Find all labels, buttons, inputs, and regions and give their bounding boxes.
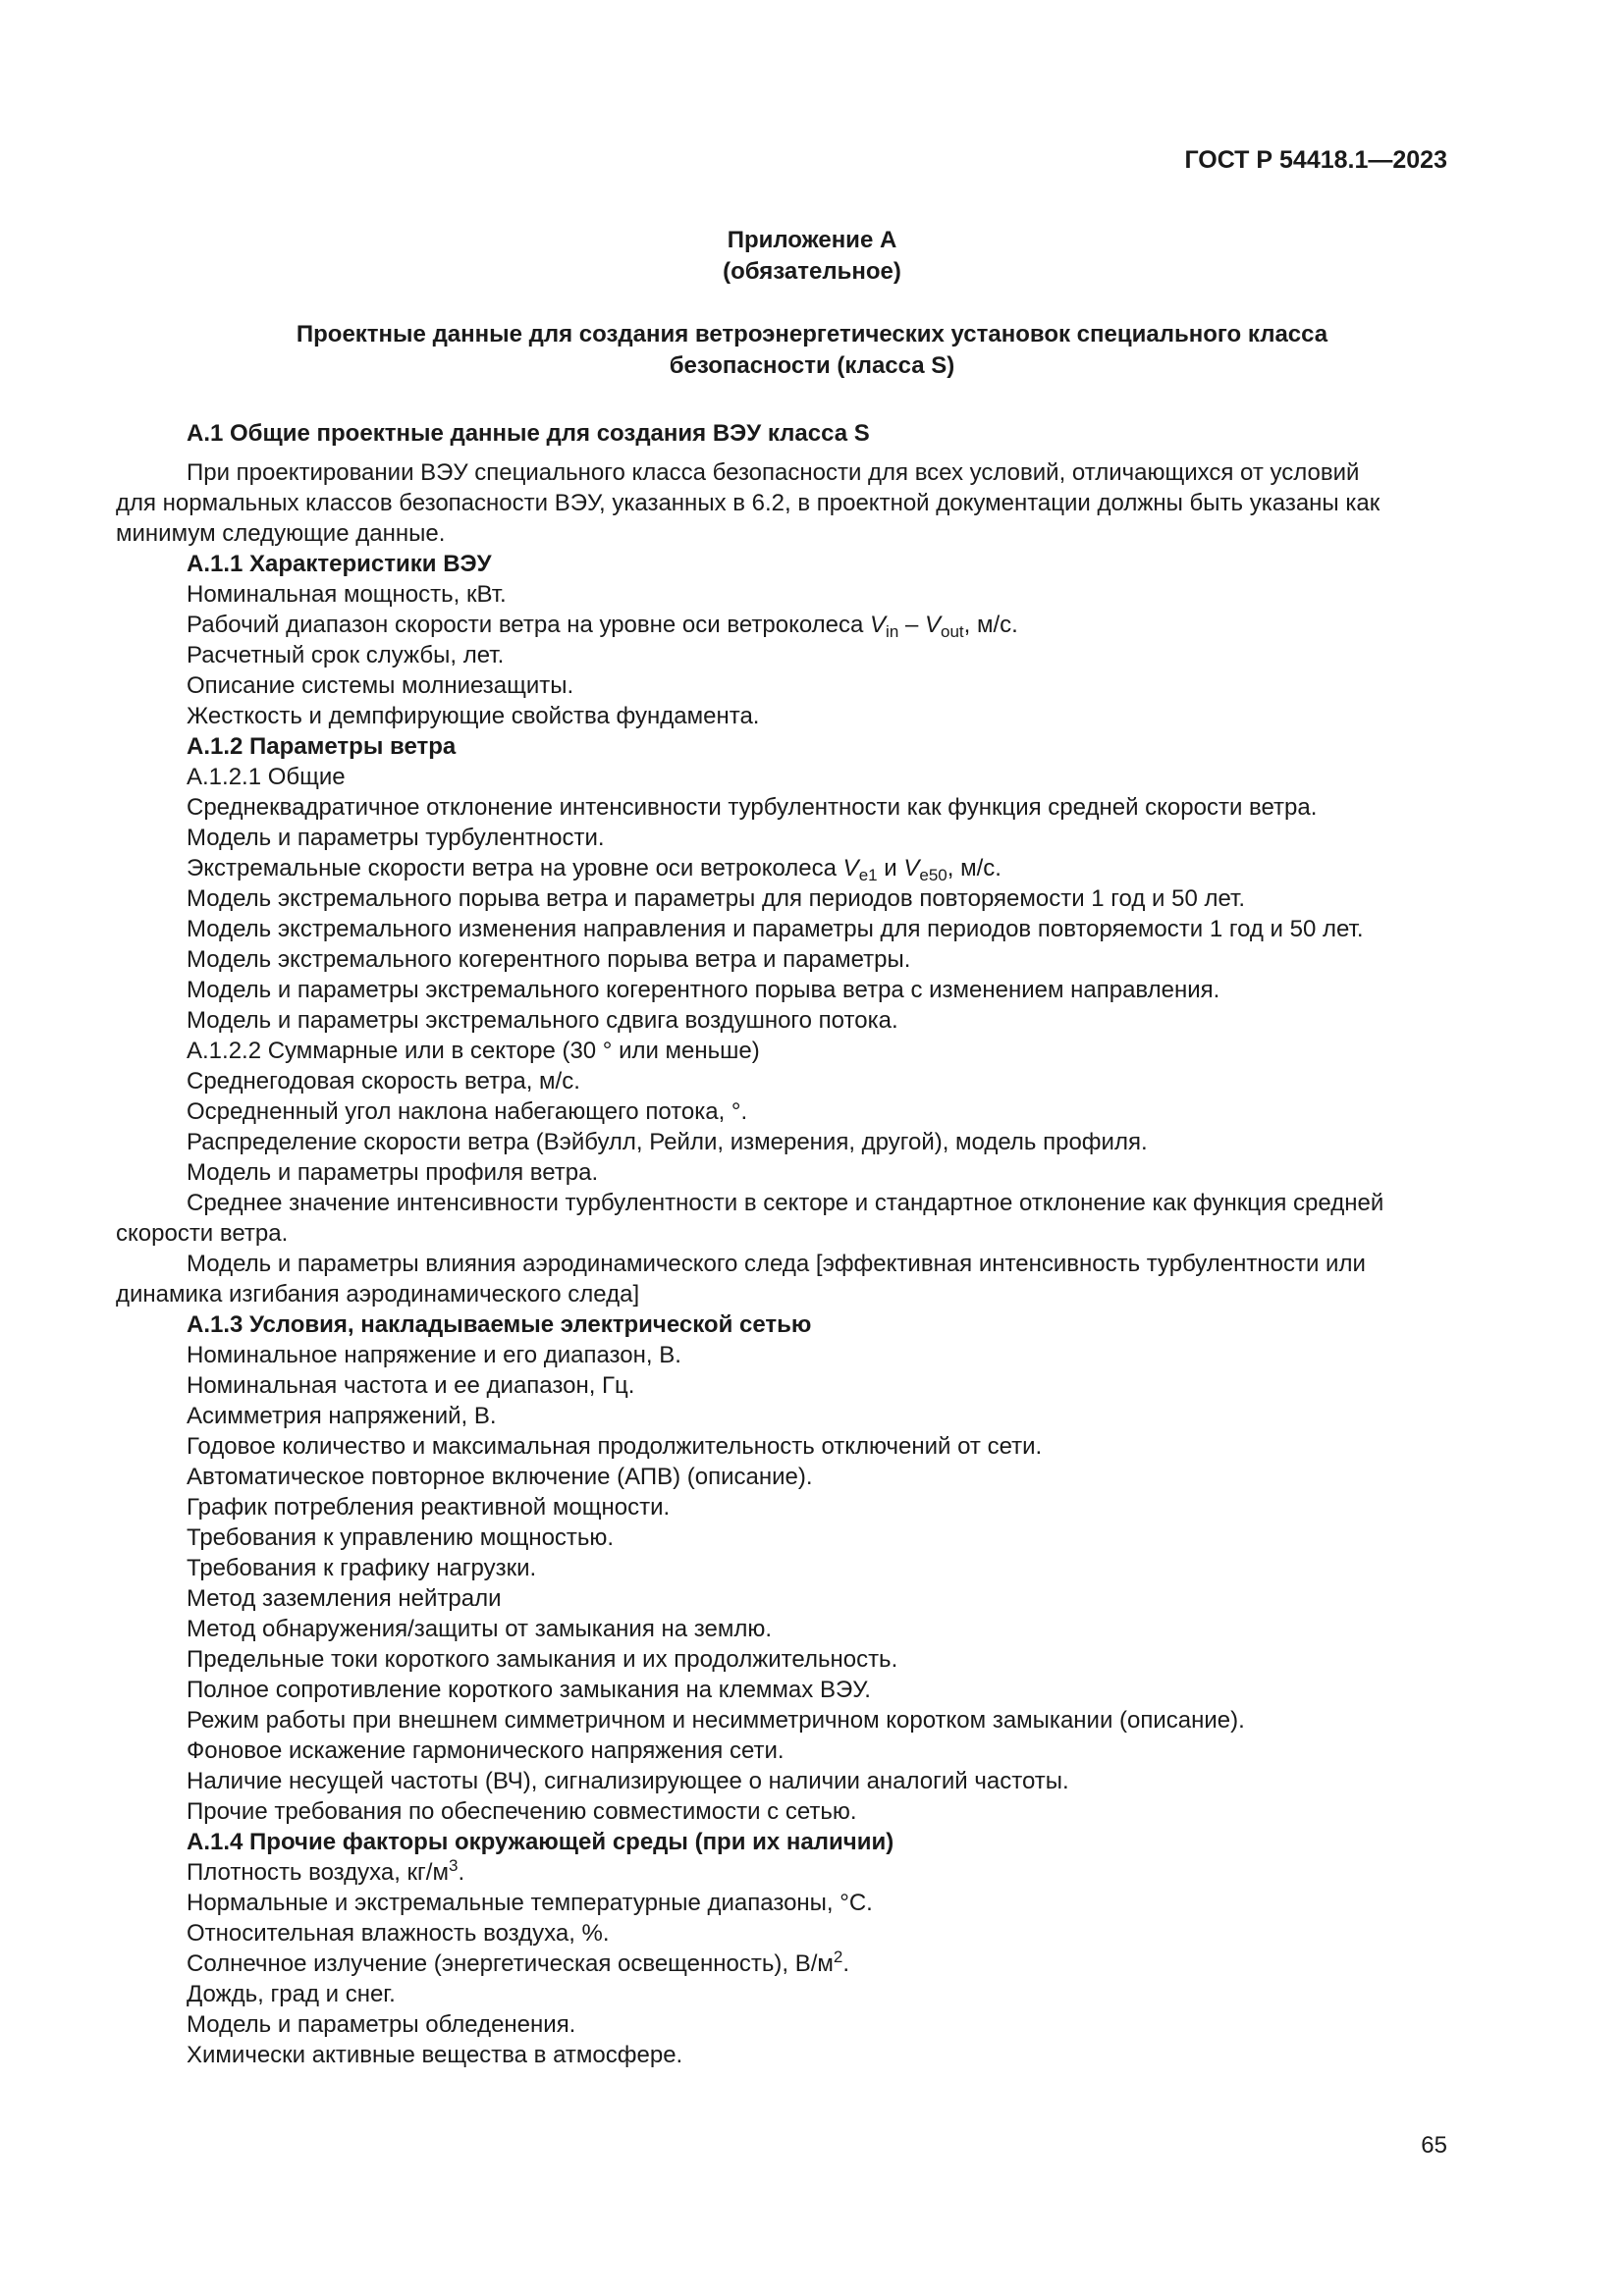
doc-title-line2: безопасности (класса S) — [669, 352, 955, 379]
paragraph-line: для нормальных классов безопасности ВЭУ, указанных в 6.2, в проектной документации должны быть указаны как — [116, 490, 1380, 516]
subsection-heading: А.1.2.1 Общие — [187, 764, 346, 790]
list-item: Модель экстремального когерентного порыва ветра и параметры. — [187, 946, 911, 973]
list-item: Асимметрия напряжений, В. — [187, 1403, 497, 1429]
list-item: Метод заземления нейтрали — [187, 1585, 502, 1612]
list-item: Экстремальные скорости ветра на уровне оси ветроколеса $V_{e1}$ и $V_{e50}$, м/с. — [187, 855, 1001, 884]
list-item: Нормальные и экстремальные температурные диапазоны, °С. — [187, 1890, 873, 1916]
paragraph-line: минимум следующие данные. — [116, 520, 446, 547]
list-item: Модель и параметры экстремального когерентного порыва ветра с изменением направления. — [187, 977, 1220, 1003]
list-item: динамика изгибания аэродинамического следа] — [116, 1281, 640, 1308]
section-a14-heading: А.1.4 Прочие факторы окружающей среды (при их наличии) — [187, 1829, 894, 1855]
list-item: Жесткость и демпфирующие свойства фундамента. — [187, 703, 760, 729]
list-item: Модель и параметры турбулентности. — [187, 825, 605, 851]
appendix-title: Приложение А — [727, 227, 897, 253]
list-item: Распределение скорости ветра (Вэйбулл, Рейли, измерения, другой), модель профиля. — [187, 1129, 1148, 1155]
list-item: Номинальное напряжение и его диапазон, В. — [187, 1342, 681, 1368]
list-item: Среднеквадратичное отклонение интенсивности турбулентности как функция средней скорости ветра. — [187, 794, 1318, 821]
list-item: скорости ветра. — [116, 1220, 289, 1247]
list-item: Полное сопротивление короткого замыкания на клеммах ВЭУ. — [187, 1677, 871, 1703]
list-item: Модель экстремального порыва ветра и параметры для периодов повторяемости 1 год и 50 лет. — [187, 885, 1246, 912]
list-item: Автоматическое повторное включение (АПВ) (описание). — [187, 1464, 813, 1490]
section-a11-heading: А.1.1 Характеристики ВЭУ — [187, 551, 492, 577]
appendix-status: (обязательное) — [723, 258, 901, 285]
list-item: Прочие требования по обеспечению совместимости с сетью. — [187, 1798, 857, 1825]
list-item: Модель экстремального изменения направления и параметры для периодов повторяемости 1 год и 50 лет. — [187, 916, 1364, 942]
list-item: Относительная влажность воздуха, %. — [187, 1920, 610, 1947]
section-a12-heading: А.1.2 Параметры ветра — [187, 733, 457, 760]
list-item: Солнечное излучение (энергетическая освещенность), $В/м^2$. — [187, 1948, 850, 1977]
paragraph-line: При проектировании ВЭУ специального класса безопасности для всех условий, отличающихся от условий — [187, 459, 1360, 486]
page-number: 65 — [1421, 2132, 1447, 2159]
list-item: Химически активные вещества в атмосфере. — [187, 2042, 683, 2068]
list-item: Модель и параметры обледенения. — [187, 2011, 576, 2038]
list-item: Фоновое искажение гармонического напряжения сети. — [187, 1737, 785, 1764]
section-a13-heading: А.1.3 Условия, накладываемые электрической сетью — [187, 1311, 812, 1338]
list-item: Среднее значение интенсивности турбулентности в секторе и стандартное отклонение как функция средней — [187, 1190, 1384, 1216]
subsection-heading: А.1.2.2 Суммарные или в секторе (30 ° или меньше) — [187, 1038, 760, 1064]
list-item: График потребления реактивной мощности. — [187, 1494, 671, 1521]
list-item: Предельные токи короткого замыкания и их продолжительность. — [187, 1646, 898, 1673]
list-item: Метод обнаружения/защиты от замыкания на землю. — [187, 1616, 773, 1642]
list-item: Описание системы молниезащиты. — [187, 672, 574, 699]
list-item: Среднегодовая скорость ветра, м/с. — [187, 1068, 580, 1095]
list-item: Модель и параметры профиля ветра. — [187, 1159, 599, 1186]
list-item: Осредненный угол наклона набегающего потока, °. — [187, 1098, 748, 1125]
list-item: Модель и параметры влияния аэродинамического следа [эффективная интенсивность турбулентности или — [187, 1251, 1366, 1277]
list-item: Плотность воздуха, $кг/м^3$. — [187, 1856, 465, 1886]
doc-title-line1: Проектные данные для создания ветроэнергетических установок специального класса — [296, 321, 1328, 347]
list-item: Номинальная частота и ее диапазон, Гц. — [187, 1372, 635, 1399]
standard-number: ГОСТ Р 54418.1—2023 — [1184, 146, 1447, 174]
list-item: Требования к управлению мощностью. — [187, 1524, 615, 1551]
list-item: Дождь, град и снег. — [187, 1981, 396, 2007]
list-item: Наличие несущей частоты (ВЧ), сигнализирующее о наличии аналогий частоты. — [187, 1768, 1069, 1794]
list-item: Расчетный срок службы, лет. — [187, 642, 505, 668]
list-item: Номинальная мощность, кВт. — [187, 581, 507, 608]
section-a1-heading: А.1 Общие проектные данные для создания ВЭУ класса S — [187, 420, 870, 447]
list-item: Требования к графику нагрузки. — [187, 1555, 537, 1581]
list-item: Модель и параметры экстремального сдвига воздушного потока. — [187, 1007, 898, 1034]
list-item: Рабочий диапазон скорости ветра на уровне оси ветроколеса $V_{in} - V_{out}$, м/с. — [187, 612, 1018, 641]
list-item: Годовое количество и максимальная продолжительность отключений от сети. — [187, 1433, 1043, 1460]
list-item: Режим работы при внешнем симметричном и несимметричном коротком замыкании (описание). — [187, 1707, 1245, 1734]
